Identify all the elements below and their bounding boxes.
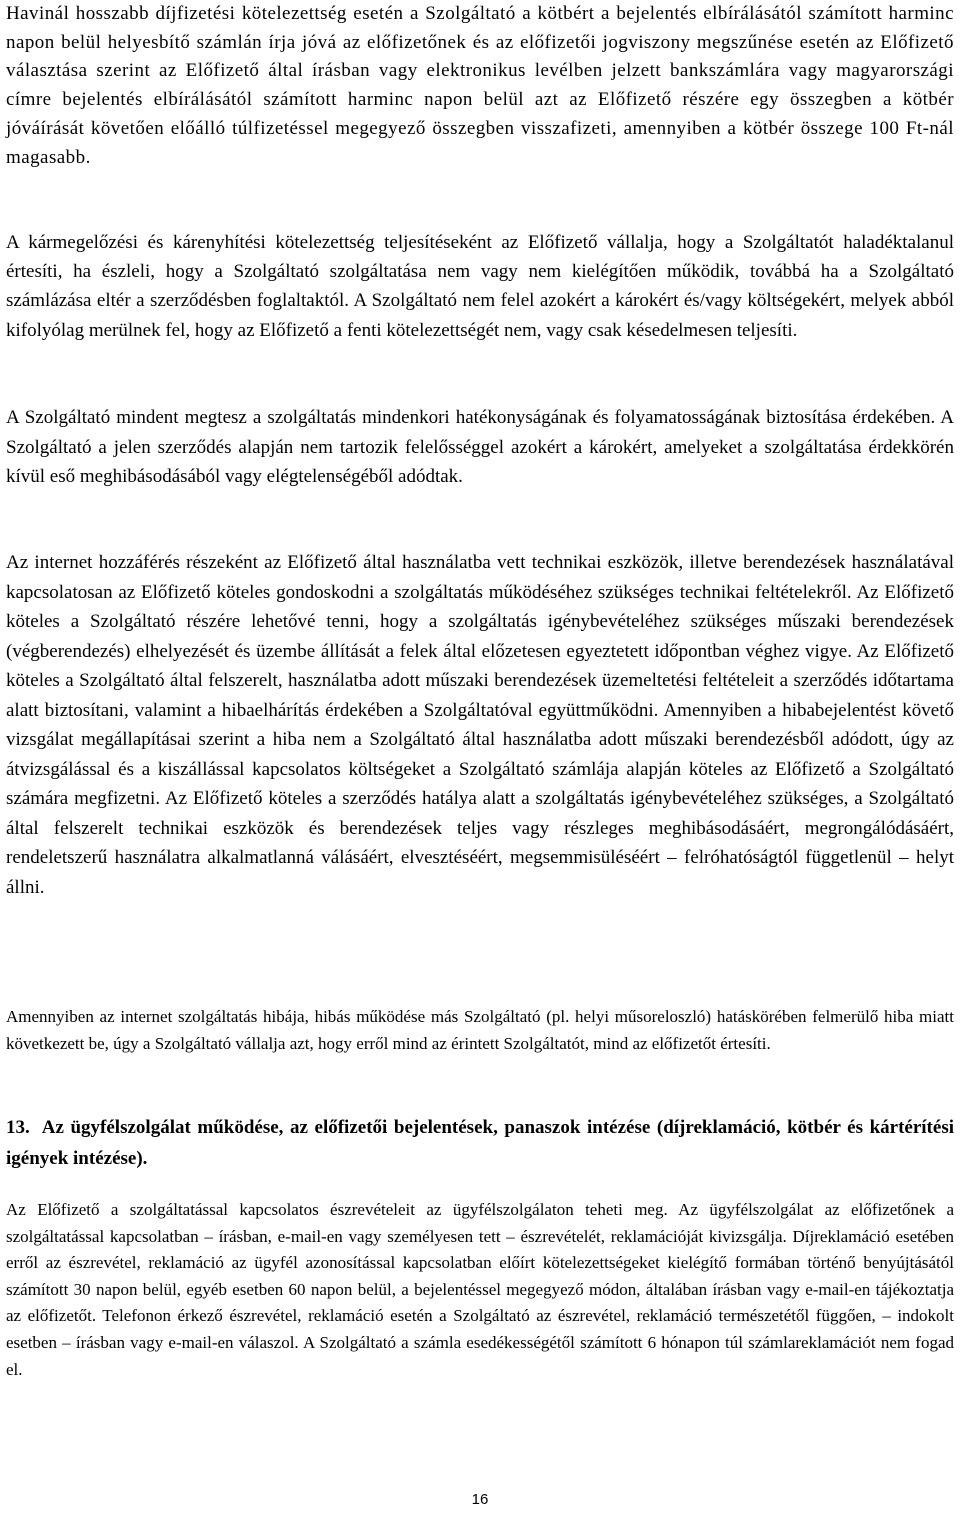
section-title: Az ügyfélszolgálat működése, az előfizetői bejelentések, panaszok intézése (díjreklamáció, kötbér és kártérítési igények intézése).: [6, 1117, 954, 1169]
section-heading: [6, 1112, 954, 1174]
paragraph-szolgaltatas-hatekonysag: A Szolgáltató mindent megtesz a szolgáltatás mindenkori hatékonyságának és folyamatosságának biztosítása érdekében. A Szolgáltató a jelen szerződés alapján nem tartozik felelősséggel azokért a károkért, amelyeket a szolgáltatása érdekkörén kívül eső meghibásodásából vagy elégtelenségéből adódtak.: [6, 407, 954, 487]
section-number: 13.: [6, 1117, 30, 1138]
paragraph-kotber-visszafizetes: Havinál hosszabb díjfizetési kötelezettség esetén a Szolgáltató a kötbért a bejelentés elbírálásától számított harminc napon belül helyesbítő számlán írja jóvá az előfizetőnek és az előfizetői jogviszony megszűnése esetén az Előfizető választása szerint az Előfizető által írásban vagy elektronikus levélben jelzett bankszámlára vagy magyarországi címre bejelentés elbírálásától számított harminc napon belül azt az Előfizető részére egy összegben a kötbér jóváírását követően előálló túlfizetéssel megegyező összegben visszafizeti, amennyiben a kötbér összege 100 Ft-nál magasabb.: [6, 3, 954, 168]
paragraph-ugyfelszolgalat: Az Előfizető a szolgáltatással kapcsolatos észrevételeit az ügyfélszolgálaton teheti meg. Az ügyfélszolgálat az előfizetőnek a szolgáltatással kapcsolatban – írásban, e-mail-en vagy személyesen tett – észrevételét, reklamációját kivizsgálja. Díjreklamáció esetében erről az észrevétel, reklamáció az ügyfél azonosítással kapcsolatban előírt kötelezettségeket kielégítő formában történő benyújtásától számított 30 napon belül, egyéb esetben 60 napon belül, a bejelentéssel megegyező módon, általában írásban vagy e-mail-en tájékoztatja az előfizetőt. Telefonon érkező észrevétel, reklamáció esetén a Szolgáltató az észrevétel, reklamáció természetétől függően, – indokolt esetben – írásban vagy e-mail-en válaszol. A Szolgáltató a számla esedékességétől számított 6 hónapon túl számlareklamációt nem fogad el.: [6, 1200, 954, 1379]
paragraph-karmegelozes: A kármegelőzési és kárenyhítési kötelezettség teljesítéseként az Előfizető vállalja, hogy a Szolgáltatót haladéktalanul értesíti, ha észleli, hogy a Szolgáltató szolgáltatása nem vagy nem kielégítően működik, továbbá ha a Szolgáltató számlázása eltér a szerződésben foglaltaktól. A Szolgáltató nem felel azokért a károkért és/vagy költségekért, melyek abból kifolyólag merülnek fel, hogy az Előfizető a fenti kötelezettségét nem, vagy csak késedelmesen teljesíti.: [6, 232, 954, 341]
paragraph-technikai-eszkozok: Az internet hozzáférés részeként az Előfizető által használatba vett technikai eszközök, illetve berendezések használatával kapcsolatosan az Előfizető köteles gondoskodni a szolgáltatás működéséhez szükséges technikai feltételekről. Az Előfizető köteles a Szolgáltató részére lehetővé tenni, hogy a szolgáltatás igénybevételéhez szükséges műszaki berendezések (végberendezés) elhelyezését és üzembe állítását a felek által előzetesen egyeztetett időpontban véghez vigye. Az Előfizető köteles a Szolgáltató által felszerelt, használatba adott műszaki berendezések üzemeltetési feltételeit a szerződés időtartama alatt biztosítani, valamint a hibaelhárítás érdekében a Szolgáltatóval együttműködni. Amennyiben a hibabejelentést követő vizsgálat megállapításai szerint a hiba nem a Szolgáltató által használatba adott műszaki berendezésből adódott, úgy az átvizsgálással és a kiszállással kapcsolatos költségeket a Szolgáltató számlája alapján köteles az Előfizető a Szolgáltató számára megfizetni. Az Előfizető köteles a szerződés hatálya alatt a szolgáltatás igénybevételéhez szükséges, a Szolgáltató által felszerelt technikai eszközök és berendezések teljes vagy részleges meghibásodásáért, megrongálódásáért, rendeletszerű használatra alkalmatlanná válásáért, elvesztéséért, megsemmisüléséért – felróhatóságtól függetlenül – helyt állni.: [6, 552, 954, 898]
paragraph-mas-szolgaltato-hiba: Amennyiben az internet szolgáltatás hibája, hibás működése más Szolgáltató (pl. helyi műsoreloszló) hatáskörében felmerülő hiba miatt következett be, úgy a Szolgáltató vállalja azt, hogy erről mind az érintett Szolgáltatót, mind az előfizetőt értesíti.: [6, 1007, 954, 1053]
page-number: 16: [471, 1491, 489, 1508]
